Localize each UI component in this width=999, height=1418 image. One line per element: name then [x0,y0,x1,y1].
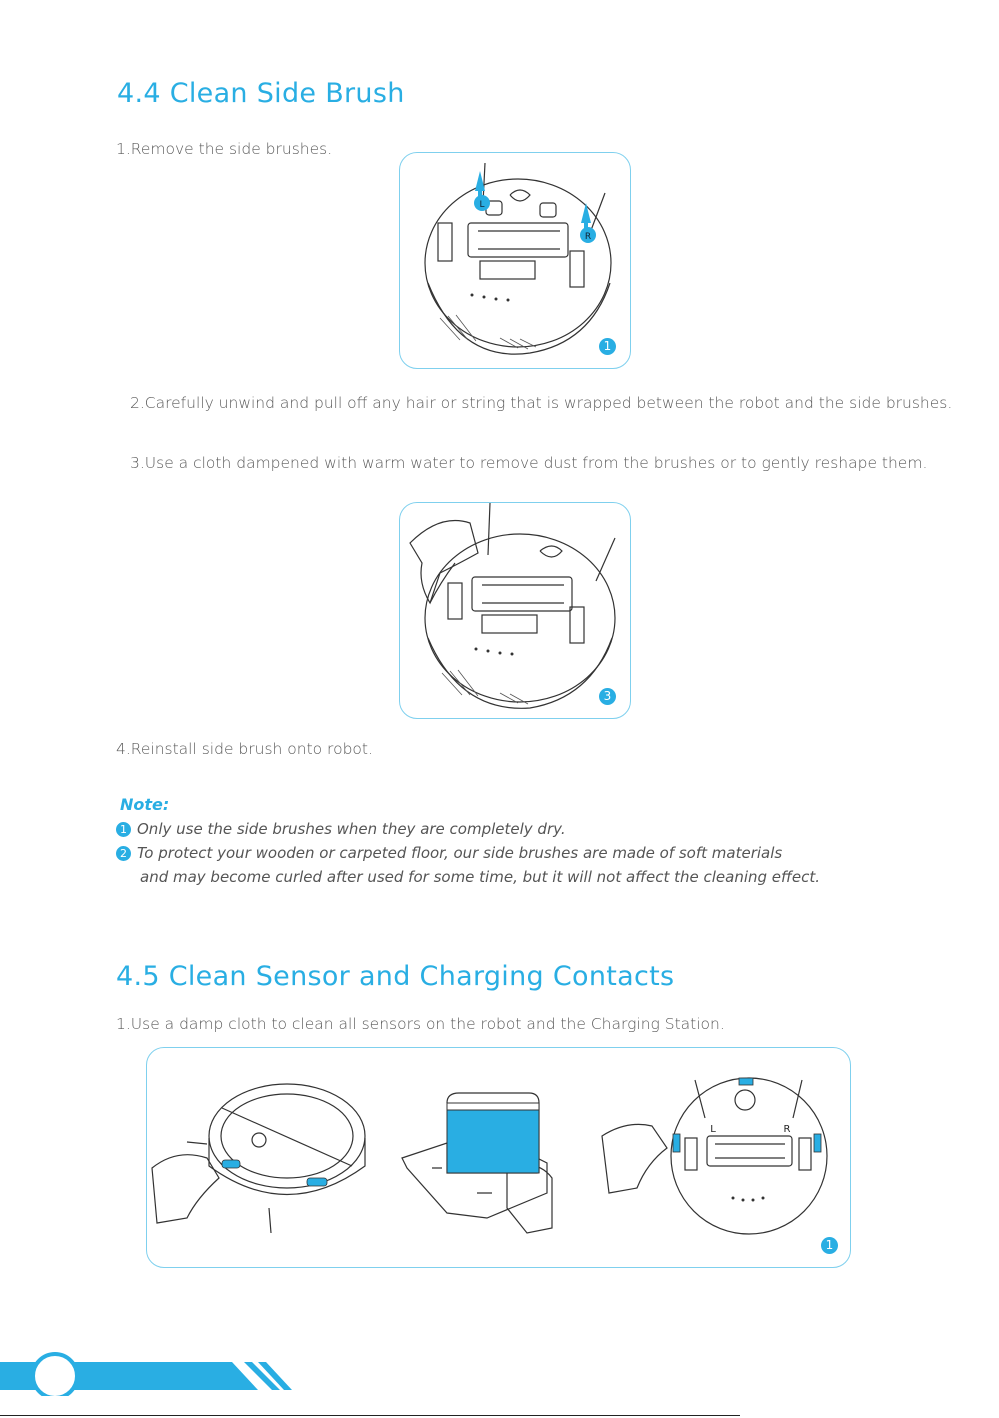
section-title-4-5: 4.5 Clean Sensor and Charging Contacts [116,961,675,992]
step-reinstall: 4.Reinstall side brush onto robot. [116,740,373,758]
note-title: Note: [120,795,170,814]
note-item-2 [116,844,782,862]
label-r: R [783,1124,791,1135]
label-l: L [710,1124,716,1135]
section-title-4-4: 4.4 Clean Side Brush [117,78,405,109]
step-unwind-hair: 2.Carefully unwind and pull off any hair or string that is wrapped between the robot and the side brushes. [130,394,953,412]
note-badge: 1 [116,822,131,837]
footer-page-tab [0,1346,300,1396]
note-badge: 2 [116,846,131,861]
label-l: L [479,200,485,210]
figure-clean-sensors [146,1047,851,1268]
note-text: To protect your wooden or carpeted floor, our side brushes are made of soft materials [137,844,783,862]
robot-underside-illustration [400,153,630,368]
figure-remove-brushes [399,152,631,369]
step-clean-dust: 3.Use a cloth dampened with warm water to remove dust from the brushes or to gently reshape them. [130,454,928,472]
figure-number-badge: 1 [599,338,616,355]
step-clean-sensors: 1.Use a damp cloth to clean all sensors on the robot and the Charging Station. [116,1015,725,1033]
step-remove-side-brushes: 1.Remove the side brushes. [116,140,333,158]
note-item-1 [116,820,566,838]
figure-number-badge: 1 [821,1237,838,1254]
figure-number-badge: 3 [599,688,616,705]
note-item-2-continued: and may become curled after used for some time, but it will not affect the cleaning effect. [140,868,820,886]
label-r: R [584,232,592,242]
robot-cleaning-illustration [400,503,630,718]
figure-clean-brushes [399,502,631,719]
footer-rule [0,1415,740,1416]
sensor-cleaning-illustration [147,1048,850,1267]
note-text: Only use the side brushes when they are completely dry. [137,820,566,838]
